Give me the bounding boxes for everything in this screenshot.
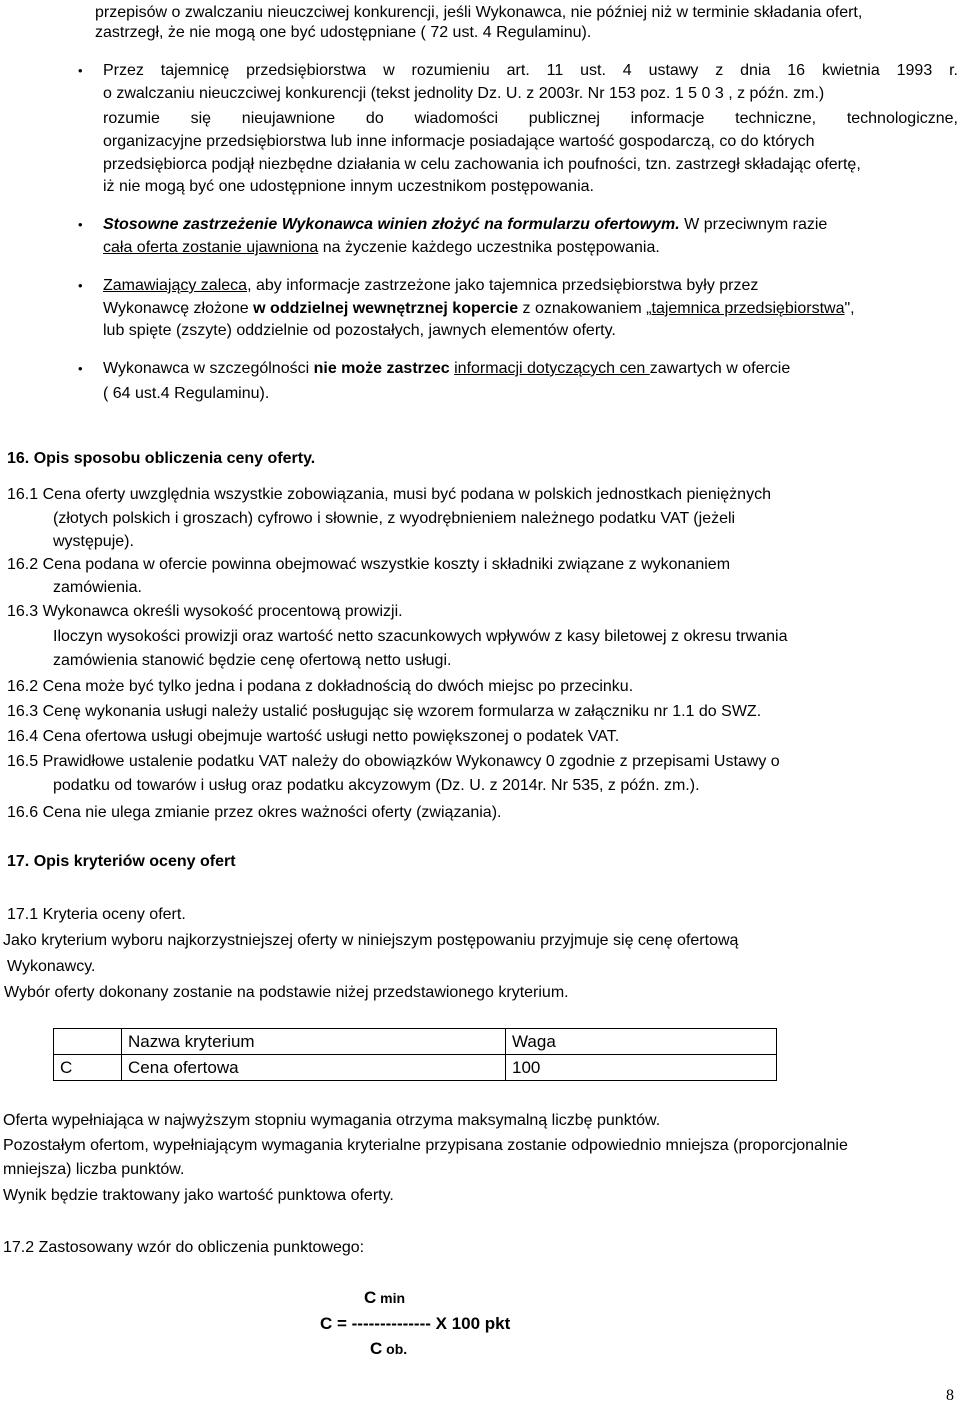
underlined-text: cała oferta zostanie ujawniona [103,239,319,256]
text-line: ( 64 ust.4 Regulaminu). [103,385,270,402]
text-line: zamówienia stanowić będzie cenę ofertową netto usługi. [53,652,452,669]
text-line: o zwalczaniu nieuczciwej konkurencji (tekst jednolity Dz. U. z 2003r. Nr 153 poz. 1 5 0 3 , z późn. zm.) [103,85,825,102]
table-cell: C [54,1055,122,1081]
table-cell: Cena ofertowa [122,1055,506,1081]
text-span: Wykonawca w szczególności [103,360,314,377]
table-cell [54,1029,122,1055]
text-span: Wykonawcę złożone [103,300,254,317]
text-line [103,276,758,296]
bullet-icon: • [78,361,83,376]
text-span: , aby informacje zastrzeżone jako tajemnica przedsiębiorstwa były przez [247,277,759,294]
table-row [54,1055,777,1081]
text-line: Iloczyn wysokości prowizji oraz wartość netto szacunkowych wpływów z kasy biletowej z okresu trwania [53,628,788,645]
text-line: 16.3 Wykonawca określi wysokość procentową prowizji. [7,603,403,620]
text-line: mniejsza) liczba punktów. [3,1161,185,1178]
text-line: 17.2 Zastosowany wzór do obliczenia punktowego: [3,1239,365,1256]
text-line: 16.5 Prawidłowe ustalenie podatku VAT należy do obowiązków Wykonawcy 0 zgodnie z przepisami Ustawy o [7,753,780,770]
bold-text: w oddzielnej wewnętrznej kopercie [253,300,519,317]
text-line: Przez tajemnicę przedsiębiorstwa w rozumieniu art. 11 ust. 4 ustawy z dnia 16 kwietnia 1993 r. [103,62,958,79]
bullet-icon: • [78,217,83,232]
text-line: 16.4 Cena ofertowa usługi obejmuje wartość usługi netto powiększonej o podatek VAT. [7,728,620,745]
formula-subscript: ob. [382,1341,408,1357]
text-line: przedsiębiorca podjął niezbędne działania w celu zachowania ich poufności, tzn. zastrzegł składając ofertę, [103,156,861,173]
text-line: 16.3 Cenę wykonania usługi należy ustalić posługując się wzorem formularza w załączniku nr 1.1 do SWZ. [7,703,762,720]
emphasis-text: Stosowne zastrzeżenie Wykonawca winien złożyć na formularzu ofertowym. [103,216,680,233]
text-line: 16.2 Cena może być tylko jedna i podana z dokładnością do dwóch miejsc po przecinku. [7,678,634,695]
text-line: zastrzegł, że nie mogą one być udostępniane ( 72 ust. 4 Regulaminu). [95,24,592,41]
formula-line: C = -------------- X 100 pkt [320,1314,511,1333]
text-line: podatku od towarów i usług oraz podatku akcyzowym (Dz. U. z 2014r. Nr 535, z późn. zm.). [53,777,700,794]
formula-numerator [364,1288,405,1308]
text-line: Wynik będzie traktowany jako wartość punktowa oferty. [3,1187,394,1204]
formula-subscript: min [376,1290,406,1306]
text-line: 16.2 Cena podana w ofercie powinna obejmować wszystkie koszty i składniki związane z wykonaniem [7,556,731,573]
bullet-icon: • [78,278,83,293]
table-header-cell: Nazwa kryterium [122,1029,506,1055]
bullet-icon: • [78,63,83,78]
text-line: 17.1 Kryteria oceny ofert. [7,906,186,923]
underlined-text: Zamawiający zaleca [103,277,248,294]
section-heading: 16. Opis sposobu obliczenia ceny oferty. [7,450,316,467]
text-line: występuje). [53,533,134,550]
text-line: 16.6 Cena nie ulega zmianie przez okres ważności oferty (związania). [7,804,502,821]
table-cell: 100 [506,1055,777,1081]
text-line: Jako kryterium wyboru najkorzystniejszej oferty w niniejszym postępowaniu przyjmuje się cenę ofertową [3,932,739,949]
underlined-text: tajemnica przedsiębiorstwa [651,300,845,317]
section-heading: 17. Opis kryteriów oceny ofert [7,853,236,870]
page-number: 8 [946,1387,954,1404]
text-span: na życzenie każdego uczestnika postępowania. [318,239,660,256]
text-span: z oznakowaniem „ [518,300,652,317]
text-line [103,359,790,379]
text-line: Wykonawcy. [7,958,96,975]
text-line: rozumie się nieujawnione do wiadomości publicznej informacje techniczne, technologiczne, [103,110,958,127]
table-header-row [54,1029,777,1055]
text-line: przepisów o zwalczaniu nieuczciwej konkurencji, jeśli Wykonawca, nie później niż w terminie składania ofert, [95,4,863,21]
text-line [103,215,827,235]
text-line: Wybór oferty dokonany zostanie na podstawie niżej przedstawionego kryterium. [4,984,569,1001]
text-span: ", [844,300,855,317]
text-line: 16.1 Cena oferty uwzględnia wszystkie zobowiązania, musi być podana w polskich jednostkach pieniężnych [7,486,771,503]
text-line: iż nie mogą być one udostępnione innym uczestnikom postępowania. [103,178,594,195]
text-line [103,238,660,258]
bold-text: nie może zastrzec [313,360,450,377]
criteria-table [53,1028,777,1081]
formula-symbol: C [370,1339,383,1358]
text-line: zamówienia. [53,579,142,596]
text-span: W przeciwnym razie [679,216,828,233]
text-line: lub spięte (zszyte) oddzielnie od pozostałych, jawnych elementów oferty. [103,322,616,339]
text-line: organizacyjne przedsiębiorstwa lub inne informacje posiadające wartość gospodarczą, co do których [103,133,815,150]
text-line [103,299,855,319]
table-header-cell: Waga [506,1029,777,1055]
text-line: (złotych polskich i groszach) cyfrowo i słownie, z wyodrębnieniem należnego podatku VAT (jeżeli [53,510,736,527]
formula-denominator [370,1339,407,1359]
text-span: zawartych w ofercie [649,360,791,377]
underlined-text: informacji dotyczących cen [454,360,650,377]
text-line: Pozostałym ofertom, wypełniającym wymagania kryterialne przypisana zostanie odpowiednio mniejsza (proporcjonalnie [3,1137,848,1154]
formula-symbol: C [364,1288,377,1307]
text-line: Oferta wypełniająca w najwyższym stopniu wymagania otrzyma maksymalną liczbę punktów. [3,1112,661,1129]
